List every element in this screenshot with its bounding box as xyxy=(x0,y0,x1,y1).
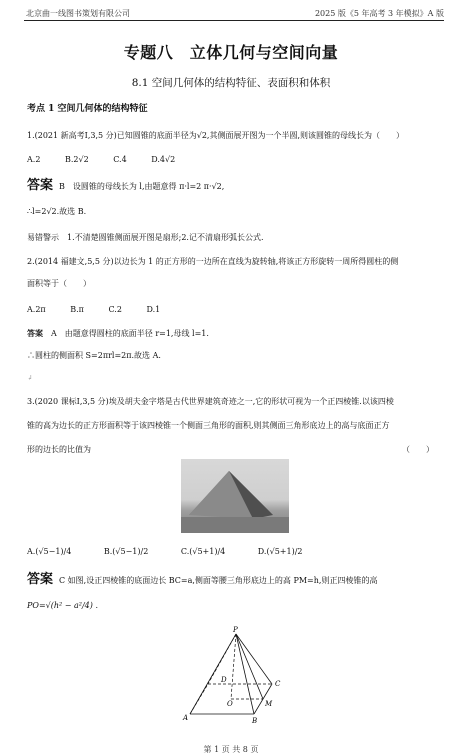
q3-paren: （ ） xyxy=(402,445,434,454)
q2-answer-text: A 由题意得圆柱的底面半径 r=1,母线 l=1. xyxy=(51,329,209,338)
q2-option-d: D.1 xyxy=(146,305,161,314)
q3-stem: 3.(2020 课标Ⅰ,3,5 分)埃及胡夫金字塔是古代世界建筑奇迹之一,它的形状可视为一个正四棱锥.以该四棱 xyxy=(27,397,394,406)
q1-options xyxy=(27,154,197,166)
q2-options xyxy=(27,304,182,316)
q3-option-d: D.(√5+1)/2 xyxy=(257,547,303,556)
q3-options xyxy=(27,546,324,558)
q3-answer-text: C 如图,设正四棱锥的底面边长 BC=a,侧面等腰三角形底边上的高 PM=h,则正四棱锥的高 xyxy=(59,576,378,585)
label-P: P xyxy=(233,626,238,634)
q2-answer xyxy=(27,327,209,340)
q1-option-c: C.4 xyxy=(113,155,127,164)
section-heading: 考点 1 空间几何体的结构特征 xyxy=(27,104,148,114)
label-M: M xyxy=(265,700,273,708)
paragraph-mark: ↲ xyxy=(27,374,33,382)
q3-option-c: C.(√5+1)/4 xyxy=(180,547,226,556)
q2-option-a: A.2π xyxy=(27,305,46,314)
page-subtitle: 8.1 空间几何体的结构特征、表面积和体积 xyxy=(131,77,331,89)
q1-option-a: A.2 xyxy=(27,155,41,164)
q2-option-b: B.π xyxy=(70,305,84,314)
pyramid-figure xyxy=(180,626,295,726)
header-right: 2025 版《5 年高考 3 年模拟》A 版 xyxy=(314,9,444,18)
label-A: A xyxy=(183,714,189,722)
q3-answer xyxy=(27,574,377,587)
q1-stem: 1.(2021 新高考Ⅰ,3,5 分)已知圆锥的底面半径为√2,其侧面展开图为一个半圆,则该圆锥的母线长为（ ） xyxy=(27,131,405,140)
q2-answer-cont: ∴圆柱的侧面积 S=2πrl=2π.故选 A. xyxy=(27,351,161,360)
q1-answer-cont: ∴l=2√2.故选 B. xyxy=(27,207,87,216)
page-title: 专题八 立体几何与空间向量 xyxy=(123,43,339,62)
q2-stem-cont: 面积等于（ ） xyxy=(27,279,91,288)
q2-answer-label: 答案 xyxy=(27,328,43,338)
q3-option-b: B.(√5−1)/2 xyxy=(103,547,149,556)
page-footer: 第 1 页 共 8 页 xyxy=(203,745,259,754)
q3-answer-cont: PO=√(h² − a²/4) . xyxy=(27,601,98,610)
q1-answer xyxy=(27,180,224,193)
q3-stem-cont: 锥的高为边长的正方形面积等于该四棱锥一个侧面三角形的面积,则其侧面三角形底边上的高与底面正方 xyxy=(27,421,390,430)
header-left: 北京曲一线图书策划有限公司 xyxy=(26,9,130,18)
label-B: B xyxy=(252,717,258,725)
label-O: O xyxy=(227,700,233,708)
pyramid-photo xyxy=(181,459,289,533)
q1-answer-label: 答案 xyxy=(27,178,54,193)
q3-stem-end: 形的边长的比值为 xyxy=(27,445,91,454)
label-D: D xyxy=(221,676,227,684)
label-C: C xyxy=(275,680,281,688)
q3-option-a: A.(√5−1)/4 xyxy=(27,547,72,556)
q1-tip: 易错警示 1.不清楚圆锥侧面展开图是扇形;2.记不清扇形弧长公式. xyxy=(27,233,264,242)
q2-option-c: C.2 xyxy=(108,305,122,314)
q1-option-d: D.4√2 xyxy=(151,155,176,164)
q1-answer-text: B 设圆锥的母线长为 l,由题意得 π·l=2 π·√2, xyxy=(59,182,225,191)
q1-option-b: B.2√2 xyxy=(64,155,89,164)
header-divider xyxy=(24,20,444,21)
q2-stem: 2.(2014 福建文,5,5 分)以边长为 1 的正方形的一边所在直线为旋转轴,将该正方形旋转一周所得圆柱的侧 xyxy=(27,257,399,266)
q3-answer-label: 答案 xyxy=(27,572,54,587)
